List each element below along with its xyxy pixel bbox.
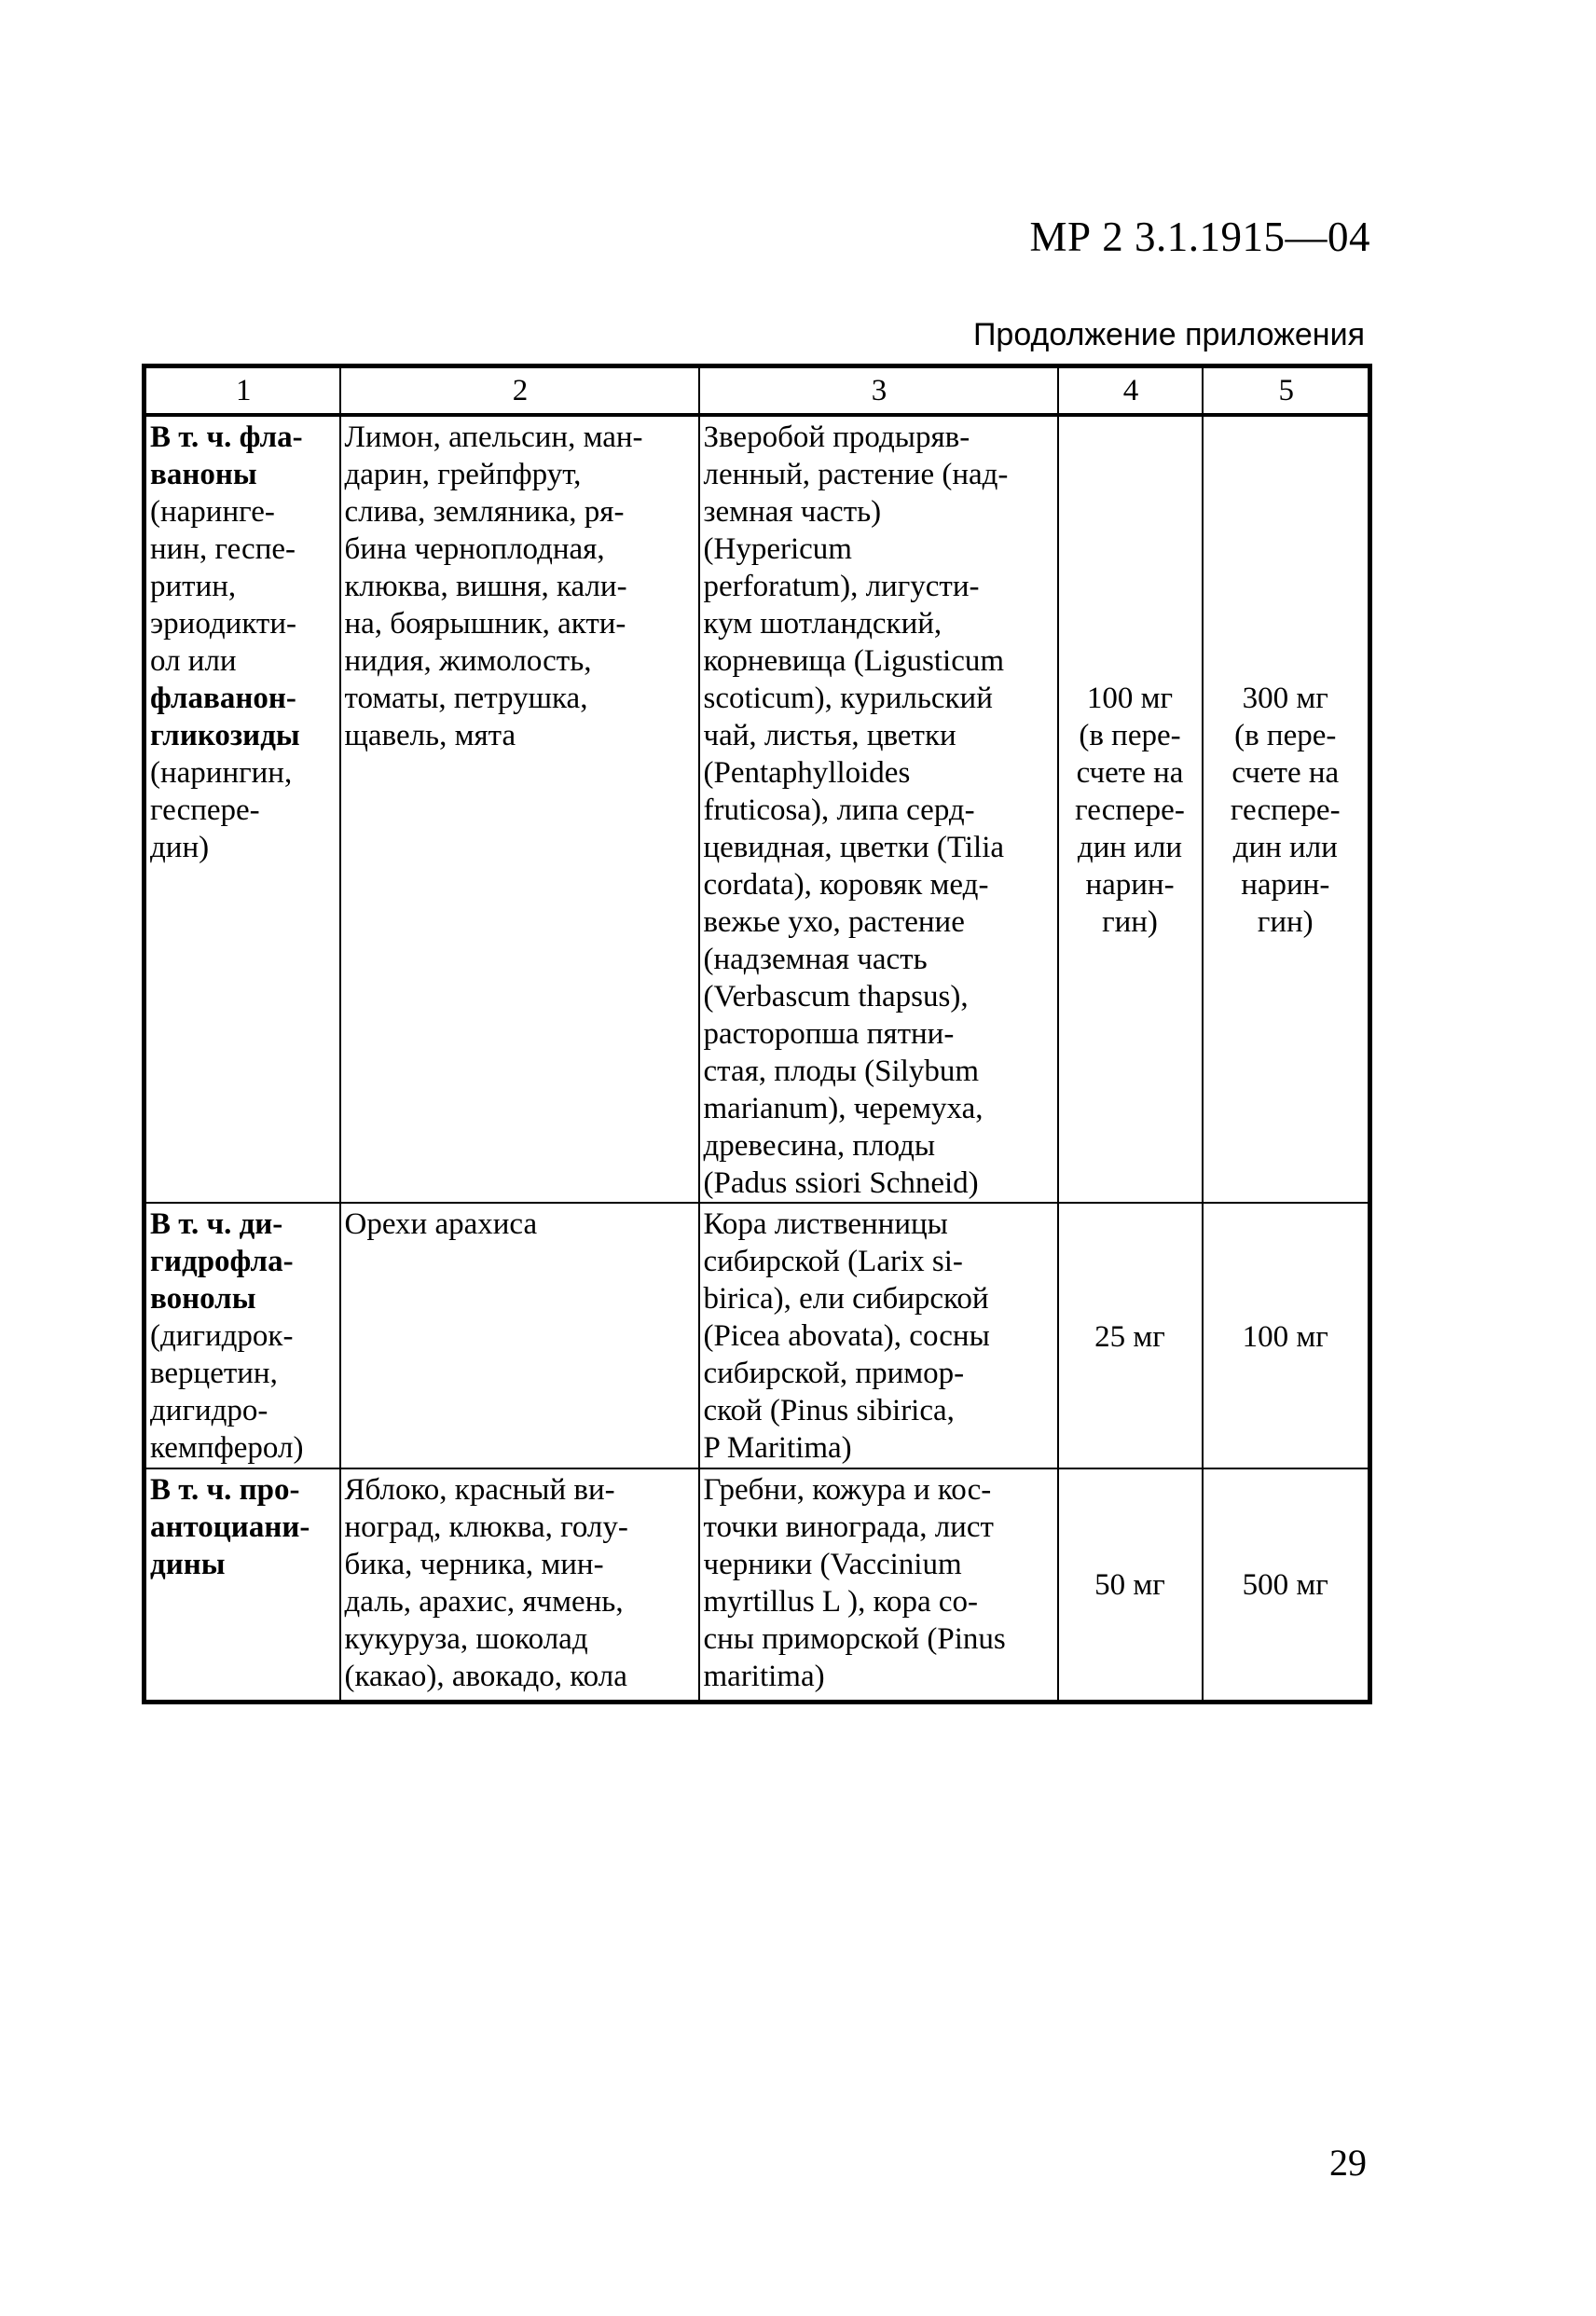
adequate-level-cell: 25 мг	[1058, 1203, 1203, 1468]
substance-group-detail-alt: (нарингин, геспере- дин)	[150, 756, 293, 864]
substance-group-name-alt: флаванон- гликозиды	[150, 682, 300, 752]
upper-level-cell: 300 мг (в пере- счете на геспере- дин или нарин- гин)	[1203, 415, 1370, 1203]
column-header-4: 4	[1058, 366, 1203, 416]
substance-group-detail: (дигидрок- верцетин, дигидро- кемпферол)	[150, 1319, 304, 1465]
food-sources-cell: Орехи арахиса	[340, 1203, 699, 1468]
table-row	[144, 415, 1370, 1203]
substance-group-cell	[144, 1468, 340, 1702]
substance-group-detail: (наринге- нин, геспе- ритин, эриодикти- ол или	[150, 495, 296, 678]
column-header-1: 1	[144, 366, 340, 416]
table-header-row	[144, 366, 1370, 416]
food-sources-cell: Яблоко, красный ви- ноград, клюква, голу- бика, черника, мин- даль, арахис, ячмень, кукуруза, шоколад (какао), авокадо, кола	[340, 1468, 699, 1702]
page-number: 29	[1329, 2142, 1367, 2184]
plant-sources-cell: Зверобой продыряв- ленный, растение (над- земная часть) (Hypericum perforatum), лигусти- кум шотландский, корневища (Ligusticum scoticum), курильский чай, листья, цветки (Pentaphylloides fruticosa), липа серд- цевидная, цветки (Tilia cordata), коровяк мед- вежье ухо, растение (надземная часть (Verbascum thapsus), расторопша пятни- стая, плоды (Silybum marianum), черемуха, древесина, плоды (Padus ssiori Schneid)	[699, 415, 1058, 1203]
adequate-level-cell: 100 мг (в пере- счете на геспере- дин или нарин- гин)	[1058, 415, 1203, 1203]
column-header-3: 3	[699, 366, 1058, 416]
column-header-2: 2	[340, 366, 699, 416]
upper-level-cell: 100 мг	[1203, 1203, 1370, 1468]
plant-sources-cell: Кора лиственницы сибирской (Larix si- birica), ели сибирской (Picea abovata), сосны сибирской, примор- ской (Pinus sibirica, P Maritima)	[699, 1203, 1058, 1468]
substance-group-cell	[144, 415, 340, 1203]
food-sources-cell: Лимон, апельсин, ман- дарин, грейпфрут, слива, земляника, ря- бина черноплодная, клюква, вишня, кали- на, боярышник, акти- нидия, жимолость, томаты, петрушка, щавель, мята	[340, 415, 699, 1203]
document-code: МР 2 3.1.1915—04	[1029, 214, 1370, 260]
plant-sources-cell: Гребни, кожура и кос- точки винограда, лист черники (Vaccinium myrtillus L ), кора со- сны приморской (Pinus maritima)	[699, 1468, 1058, 1702]
substance-group-name: В т. ч. фла- ваноны	[150, 420, 303, 491]
column-header-5: 5	[1203, 366, 1370, 416]
appendix-table	[142, 364, 1372, 1704]
substance-group-name: В т. ч. про- антоциани- дины	[150, 1473, 310, 1581]
upper-level-cell: 500 мг	[1203, 1468, 1370, 1702]
adequate-level-cell: 50 мг	[1058, 1468, 1203, 1702]
substance-group-name: В т. ч. ди- гидрофла- вонолы	[150, 1207, 294, 1316]
continuation-caption: Продолжение приложения	[972, 317, 1365, 352]
table-row	[144, 1203, 1370, 1468]
table-row	[144, 1468, 1370, 1702]
substance-group-cell	[144, 1203, 340, 1468]
